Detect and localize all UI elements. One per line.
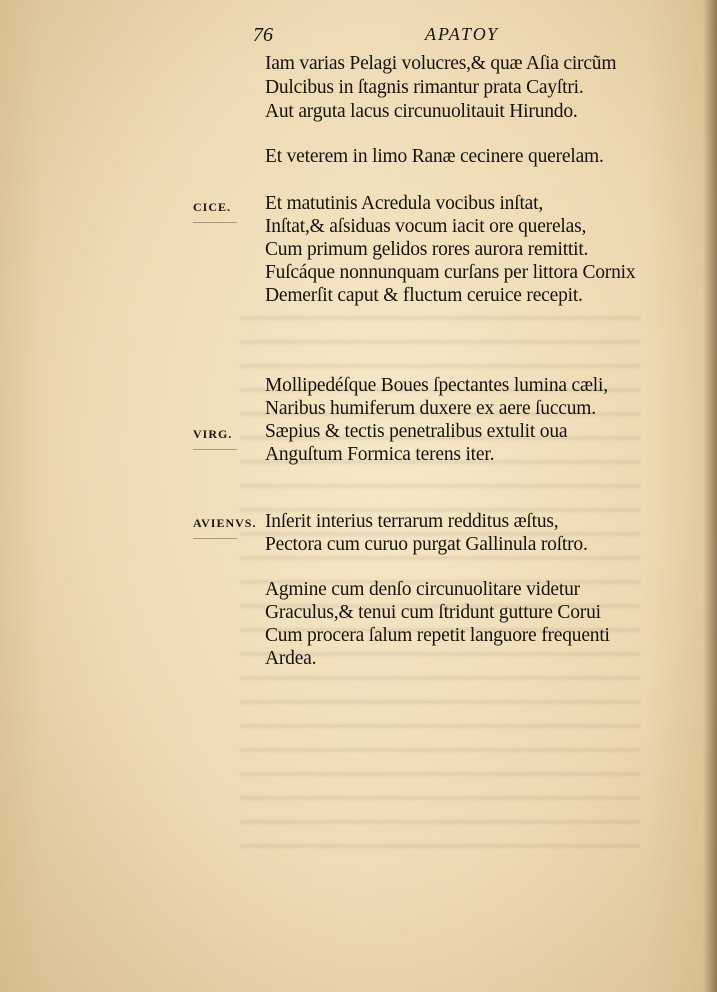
- verse-line: Fuſcáque nonnunquam curſans per littora Cornix: [265, 262, 636, 283]
- verse-line: Aut arguta lacus circunuolitauit Hirundo.: [265, 101, 578, 122]
- verse-line: Sæpius & tectis penetralibus extulit oua: [265, 421, 568, 442]
- verse-line: Iam varias Pelagi volucres,& quæ Aſia circũm: [265, 53, 617, 74]
- verse-line: Mollipedéſque Boues ſpectantes lumina cæli,: [265, 375, 608, 396]
- margin-note-cice: CICE.: [193, 200, 232, 214]
- verse-line: Anguſtum Formica terens iter.: [265, 444, 495, 465]
- page-gutter-shadow: [703, 0, 717, 992]
- page-header: [0, 24, 717, 50]
- verse-line: Demerſit caput & fluctum ceruice recepit.: [265, 285, 583, 306]
- verse-line: Inſtat,& aſsiduas vocum iacit ore querelas,: [265, 216, 587, 237]
- verse-line: Ardea.: [265, 648, 317, 669]
- verse-line: Et veterem in limo Ranæ cecinere querelam.: [265, 146, 604, 167]
- verse-line: Graculus,& tenui cum ſtridunt gutture Corui: [265, 602, 601, 623]
- margin-note-virg: VIRG.: [193, 427, 233, 441]
- verse-line: Agmine cum denſo circunuolitare videtur: [265, 579, 580, 600]
- running-title: ΑΡΑΤΟΥ: [425, 24, 499, 44]
- verse-line: Cum procera ſalum repetit languore frequenti: [265, 625, 610, 646]
- verse-line: Naribus humiferum duxere ex aere ſuccum.: [265, 398, 596, 419]
- verse-line: Inſerit interius terrarum redditus æſtus,: [265, 511, 559, 532]
- margin-note-avienus: AVIENVS.: [193, 516, 257, 530]
- verse-line: Pectora cum curuo purgat Gallinula roſtro.: [265, 534, 588, 555]
- verse-line: Dulcibus in ſtagnis rimantur prata Cayſtri.: [265, 77, 584, 98]
- verse-line: Et matutinis Acredula vocibus inſtat,: [265, 193, 544, 214]
- verse-line: Cum primum gelidos rores aurora remittit.: [265, 239, 589, 260]
- page-number: 76: [253, 24, 273, 46]
